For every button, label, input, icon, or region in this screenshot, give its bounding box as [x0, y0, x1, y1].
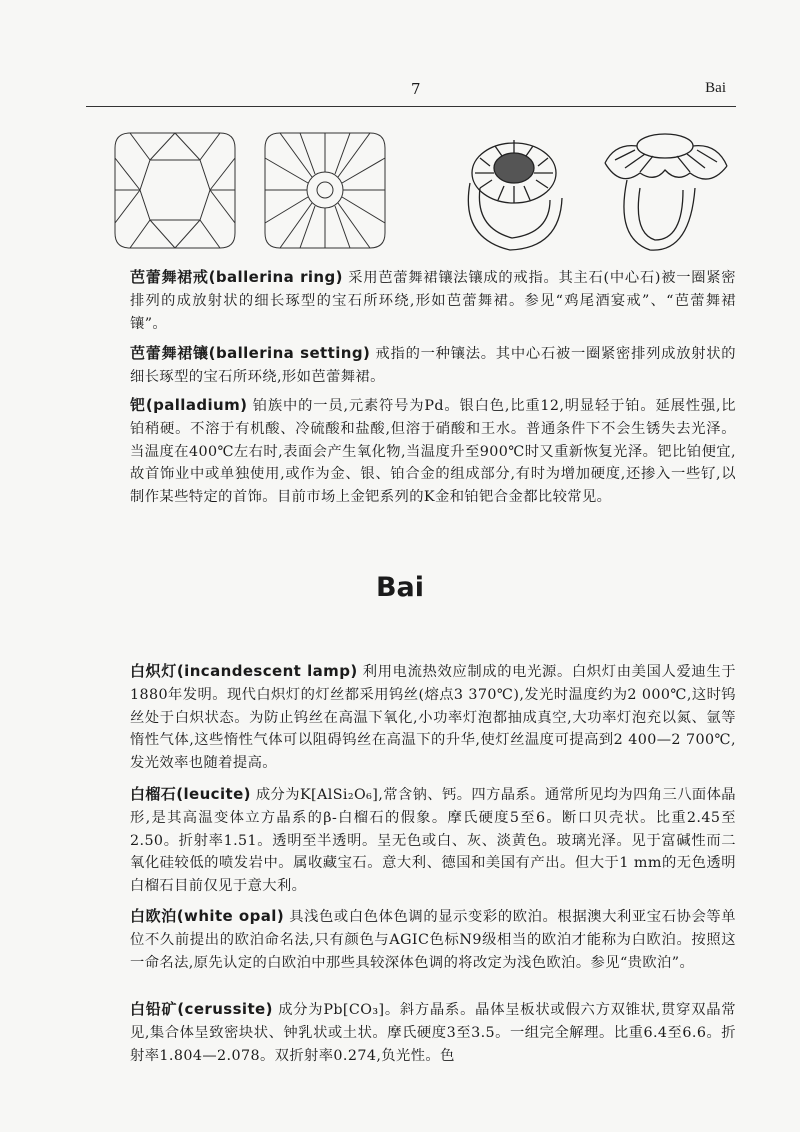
- cushion-cut-diagram: [110, 128, 240, 253]
- entry-term: 芭蕾舞裙镶(ballerina setting): [130, 344, 371, 362]
- entry-term: 白炽灯(incandescent lamp): [130, 662, 358, 680]
- entry-palladium: [86, 394, 736, 509]
- entry-ballerina-setting: [86, 342, 736, 389]
- entry-ballerina-ring: [86, 266, 736, 335]
- ballerina-ring-illustration: [450, 128, 580, 258]
- entry-term: 白铅矿(cerussite): [130, 1000, 273, 1018]
- cushion-cut-diagram-pavilion: [260, 128, 390, 253]
- entry-body: 具浅色或白色体色调的显示变彩的欧泊。根据澳大利亚宝石协会等单位不久前提出的欧泊命名法,只有颜色与AGIC色标N9级相当的欧泊才能称为白欧泊。按照这一命名法,原先认定的白欧泊中那些具较深体色调的将改定为浅色欧泊。参见“贵欧泊”。: [130, 909, 737, 971]
- entry-body: 利用电流热效应制成的电光源。白炽灯由美国人爱迪生于1880年发明。现代白炽灯的灯丝都采用钨丝(熔点3 370℃),发光时温度约为2 000℃,这时钨丝处于白炽状态。为防止钨丝在高温下氧化,小功率灯泡都抽成真空,大功率灯泡充以氮、氩等惰性气体,这些惰性气体可以阻碍钨丝在高温下的升华,使灯丝温度可提高到2 400—2 700℃,发光效率也随着提高。: [130, 664, 736, 772]
- page-number: 7: [411, 80, 421, 98]
- page-header: [86, 80, 736, 107]
- entry-term: 白榴石(leucite): [130, 785, 251, 803]
- ballerina-ring-side-illustration: [595, 128, 735, 258]
- illustrations-row: [100, 128, 740, 258]
- entry-body: 采用芭蕾舞裙镶法镶成的戒指。其主石(中心石)被一圈紧密排列的成放射状的细长琢型的宝石所环绕,形如芭蕾舞裙。参见“鸡尾酒宴戒”、“芭蕾舞裙镶”。: [130, 270, 737, 332]
- entry-body: 成分为K[AlSi₂O₆],常含钠、钙。四方晶系。通常所见均为四角三八面体晶形,是其高温变体立方晶系的β-白榴石的假象。摩氏硬度5至6。断口贝壳状。比重2.45至2.50。折射率1.51。透明至半透明。呈无色或白、灰、淡黄色。玻璃光泽。见于富碱性而二氧化硅较低的喷发岩中。属收藏宝石。意大利、德国和美国有产出。但大于1 mm的无色透明白榴石目前仅见于意大利。: [130, 787, 736, 895]
- entry-leucite: [86, 783, 736, 898]
- entry-incandescent-lamp: [86, 660, 736, 775]
- entry-term: 白欧泊(white opal): [130, 907, 285, 925]
- running-head: Bai: [705, 80, 726, 96]
- section-heading: Bai: [375, 572, 425, 603]
- entry-cerussite: [86, 998, 736, 1067]
- entry-body: 成分为Pb[CO₃]。斜方晶系。晶体呈板状或假六方双锥状,贯穿双晶常见,集合体呈致密块状、钟乳状或土状。摩氏硬度3至3.5。一组完全解理。比重6.4至6.6。折射率1.804—2.078。双折射率0.274,负光性。色: [130, 1002, 737, 1064]
- entry-white-opal: [86, 905, 736, 974]
- entry-term: 钯(palladium): [130, 396, 248, 414]
- entry-body: 戒指的一种镶法。其中心石被一圈紧密排列成放射状的细长琢型的宝石所环绕,形如芭蕾舞裙。: [130, 346, 736, 385]
- entry-term: 芭蕾舞裙戒(ballerina ring): [130, 268, 343, 286]
- entry-body: 铂族中的一员,元素符号为Pd。银白色,比重12,明显轻于铂。延展性强,比铂稍硬。不溶于有机酸、冷硫酸和盐酸,但溶于硝酸和王水。普通条件下不会生锈失去光泽。当温度在400℃左右时,表面会产生氧化物,当温度升至900℃时又重新恢复光泽。钯比铂便宜,故首饰业中或单独使用,或作为金、银、铂合金的组成部分,有时为增加硬度,还掺入一些钌,以制作某些特定的首饰。目前市场上金钯系列的K金和铂钯合金都比较常见。: [130, 398, 736, 506]
